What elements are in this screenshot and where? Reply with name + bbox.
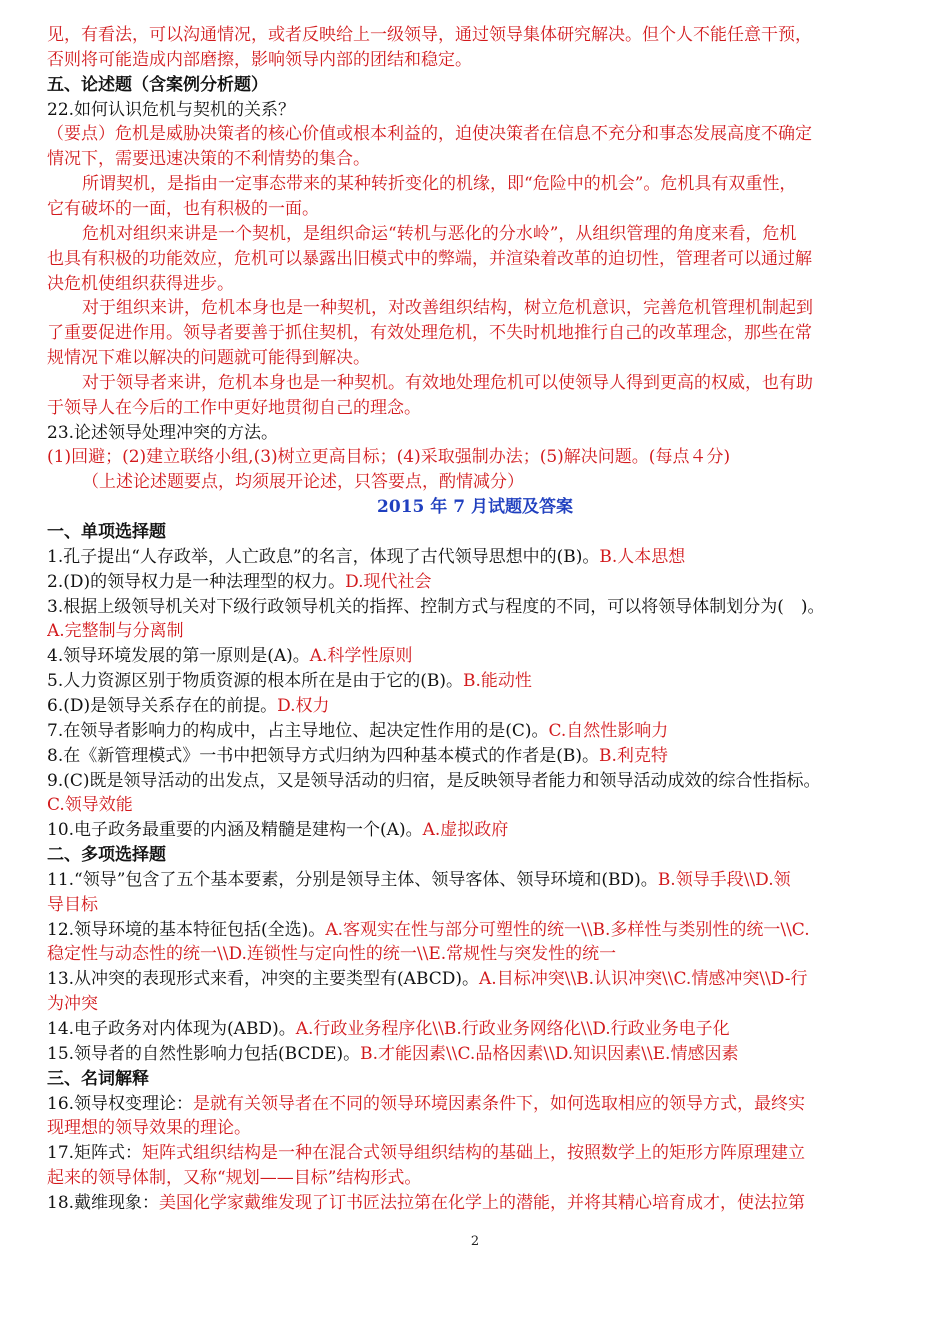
question-line	[47, 817, 917, 843]
question-text: 11.“领导”包含了五个基本要素，分别是领导主体、领导客体、领导环境和(BD)。	[47, 869, 658, 890]
answer-line: 规情况下难以解决的问题就可能得到解决。	[47, 348, 370, 369]
answer-line: A.完整制与分离制	[47, 621, 184, 642]
question-text: 6.(D)是领导关系存在的前提。	[47, 695, 278, 716]
question-text: 16.领导权变理论：	[47, 1093, 194, 1114]
question-line	[47, 569, 917, 595]
answer-line: 导目标	[47, 894, 98, 915]
answer-line: 危机对组织来讲是一个契机，是组织命运“转机与恶化的分水岭”，从组织管理的角度来看，危机	[82, 223, 797, 244]
answer-text: A.行政业务程序化\\B.行政业务网络化\\D.行政业务电子化	[295, 1019, 730, 1039]
question-line	[47, 544, 917, 570]
question-line	[47, 917, 917, 943]
question-line: 23.论述领导处理冲突的方法。	[47, 422, 279, 443]
question-line	[47, 693, 917, 719]
question-line	[47, 668, 917, 694]
question-text: 12.领导环境的基本特征包括(全选)。	[47, 919, 326, 940]
answer-line: 起来的领导体制，又称“规划——目标”结构形式。	[47, 1168, 422, 1189]
answer-line: 情况下，需要迅速决策的不利情势的集合。	[47, 149, 370, 170]
question-text: 17.矩阵式：	[47, 1143, 143, 1164]
question-line	[47, 867, 917, 893]
question-text: 7.在领导者影响力的构成中，占主导地位、起决定性作用的是(C)。	[47, 720, 549, 741]
answer-text: B.能动性	[462, 671, 532, 692]
answer-line: 否则将可能造成内部磨擦，影响领导内部的团结和稳定。	[47, 49, 472, 70]
answer-line: （上述论述题要点，均须展开论述，只答要点，酌情减分）	[82, 472, 524, 493]
question-line	[47, 1016, 917, 1042]
question-line	[47, 966, 917, 992]
question-line	[47, 718, 917, 744]
question-line: 22.如何认识危机与契机的关系？	[47, 99, 296, 120]
answer-text: D.权力	[277, 695, 330, 716]
question-text: 14.电子政务对内体现为(ABD)。	[47, 1019, 296, 1039]
question-line	[47, 643, 917, 669]
answer-line: C.领导效能	[47, 795, 133, 816]
answer-text: C.自然性影响力	[548, 720, 669, 741]
answer-text: A.科学性原则	[309, 646, 413, 667]
answer-line: 决危机使组织获得进步。	[47, 273, 234, 294]
question-text: 13.从冲突的表现形式来看，冲突的主要类型有(ABCD)。	[47, 969, 480, 990]
question-text: 2.(D)的领导权力是一种法理型的权力。	[47, 571, 346, 592]
answer-text: B.才能因素\\C.品格因素\\D.知识因素\\E.情感因素	[360, 1043, 739, 1064]
answer-line: 了重要促进作用。领导者要善于抓住契机，有效处理危机，不失时机地推行自己的改革理念，那些在常	[47, 323, 812, 344]
answer-text: 美国化学家戴维发现了订书匠法拉第在化学上的潜能，并将其精心培育成才，使法拉第	[159, 1192, 806, 1213]
answer-line: 对于组织来讲，危机本身也是一种契机，对改善组织结构，树立危机意识，完善危机管理机制起到	[82, 298, 813, 319]
question-text: 18.戴维现象：	[47, 1192, 160, 1213]
answer-line: 也具有积极的功能效应，危机可以暴露出旧模式中的弊端，并渲染着改革的迫切性，管理者可以通过解	[47, 248, 812, 269]
exam-title: 2015 年 7 月试题及答案	[377, 497, 573, 518]
answer-line: 它有破坏的一面，也有积极的一面。	[47, 198, 319, 219]
section-heading: 一、单项选择题	[47, 522, 166, 542]
question-line: 3.根据上级领导机关对下级行政领导机关的指挥、控制方式与程度的不同，可以将领导体制划分为( )。	[47, 596, 825, 617]
answer-line: 于领导人在今后的工作中更好地贯彻自己的理念。	[47, 397, 421, 418]
answer-text: B.领导手段\\D.领	[657, 869, 791, 890]
question-text: 15.领导者的自然性影响力包括(BCDE)。	[47, 1043, 361, 1064]
answer-line: 现理想的领导效果的理论。	[47, 1118, 251, 1139]
answer-text: A.客观实在性与部分可塑性的统一\\B.多样性与类别性的统一\\C.	[325, 919, 810, 940]
answer-line: 见，有看法，可以沟通情况，或者反映给上一级领导，通过领导集体研究解决。但个人不能任意干预，	[47, 25, 812, 45]
question-text: 1.孔子提出“人存政举，人亡政息”的名言，体现了古代领导思想中的(B)。	[47, 546, 600, 567]
section-heading: 五、论述题（含案例分析题）	[47, 74, 268, 95]
page-number: 2	[470, 1234, 480, 1249]
answer-line: 对于领导者来讲，危机本身也是一种契机。有效地处理危机可以使领导人得到更高的权威，也有助	[82, 372, 813, 393]
answer-text: A.虚拟政府	[422, 820, 509, 841]
answer-text: D.现代社会	[345, 571, 432, 592]
section-heading: 二、多项选择题	[47, 845, 166, 866]
question-text: 10.电子政务最重要的内涵及精髓是建构一个(A)。	[47, 820, 423, 841]
answer-text: A.目标冲突\\B.认识冲突\\C.情感冲突\\D-行	[479, 969, 808, 990]
question-text: 8.在《新管理模式》一书中把领导方式归纳为四种基本模式的作者是(B)。	[47, 745, 599, 766]
answer-line: 所谓契机，是指由一定事态带来的某种转折变化的机缘，即“危险中的机会”。危机具有双重性，	[82, 174, 797, 195]
answer-line: 为冲突	[47, 994, 98, 1015]
answer-text: B.利克特	[598, 745, 668, 766]
answer-line: 稳定性与动态性的统一\\D.连锁性与定向性的统一\\E.常规性与突发性的统一	[47, 944, 617, 965]
answer-text: B.人本思想	[599, 546, 686, 567]
question-line	[47, 1041, 917, 1067]
question-text: 4.领导环境发展的第一原则是(A)。	[47, 646, 310, 667]
question-line: 9.(C)既是领导活动的出发点，又是领导活动的归宿，是反映领导者能力和领导活动成效的综合性指标。	[47, 770, 821, 791]
question-line	[47, 743, 917, 769]
answer-text: 矩阵式组织结构是一种在混合式领导组织结构的基础上，按照数学上的矩形方阵原理建立	[142, 1143, 806, 1164]
question-line	[47, 1091, 917, 1117]
answer-line: （要点）危机是威胁决策者的核心价值或根本利益的，迫使决策者在信息不充分和事态发展高度不确定	[47, 124, 812, 145]
answer-line: (1)回避；(2)建立联络小组,(3)树立更高目标；(4)采取强制办法；(5)解决问题。(每点４分)	[47, 447, 731, 468]
answer-text: 是就有关领导者在不同的领导环境因素条件下，如何选取相应的领导方式，最终实	[193, 1093, 806, 1114]
question-line	[47, 1190, 917, 1216]
question-text: 5.人力资源区别于物质资源的根本所在是由于它的(B)。	[47, 671, 463, 692]
question-line	[47, 1140, 917, 1166]
section-heading: 三、名词解释	[47, 1068, 149, 1089]
